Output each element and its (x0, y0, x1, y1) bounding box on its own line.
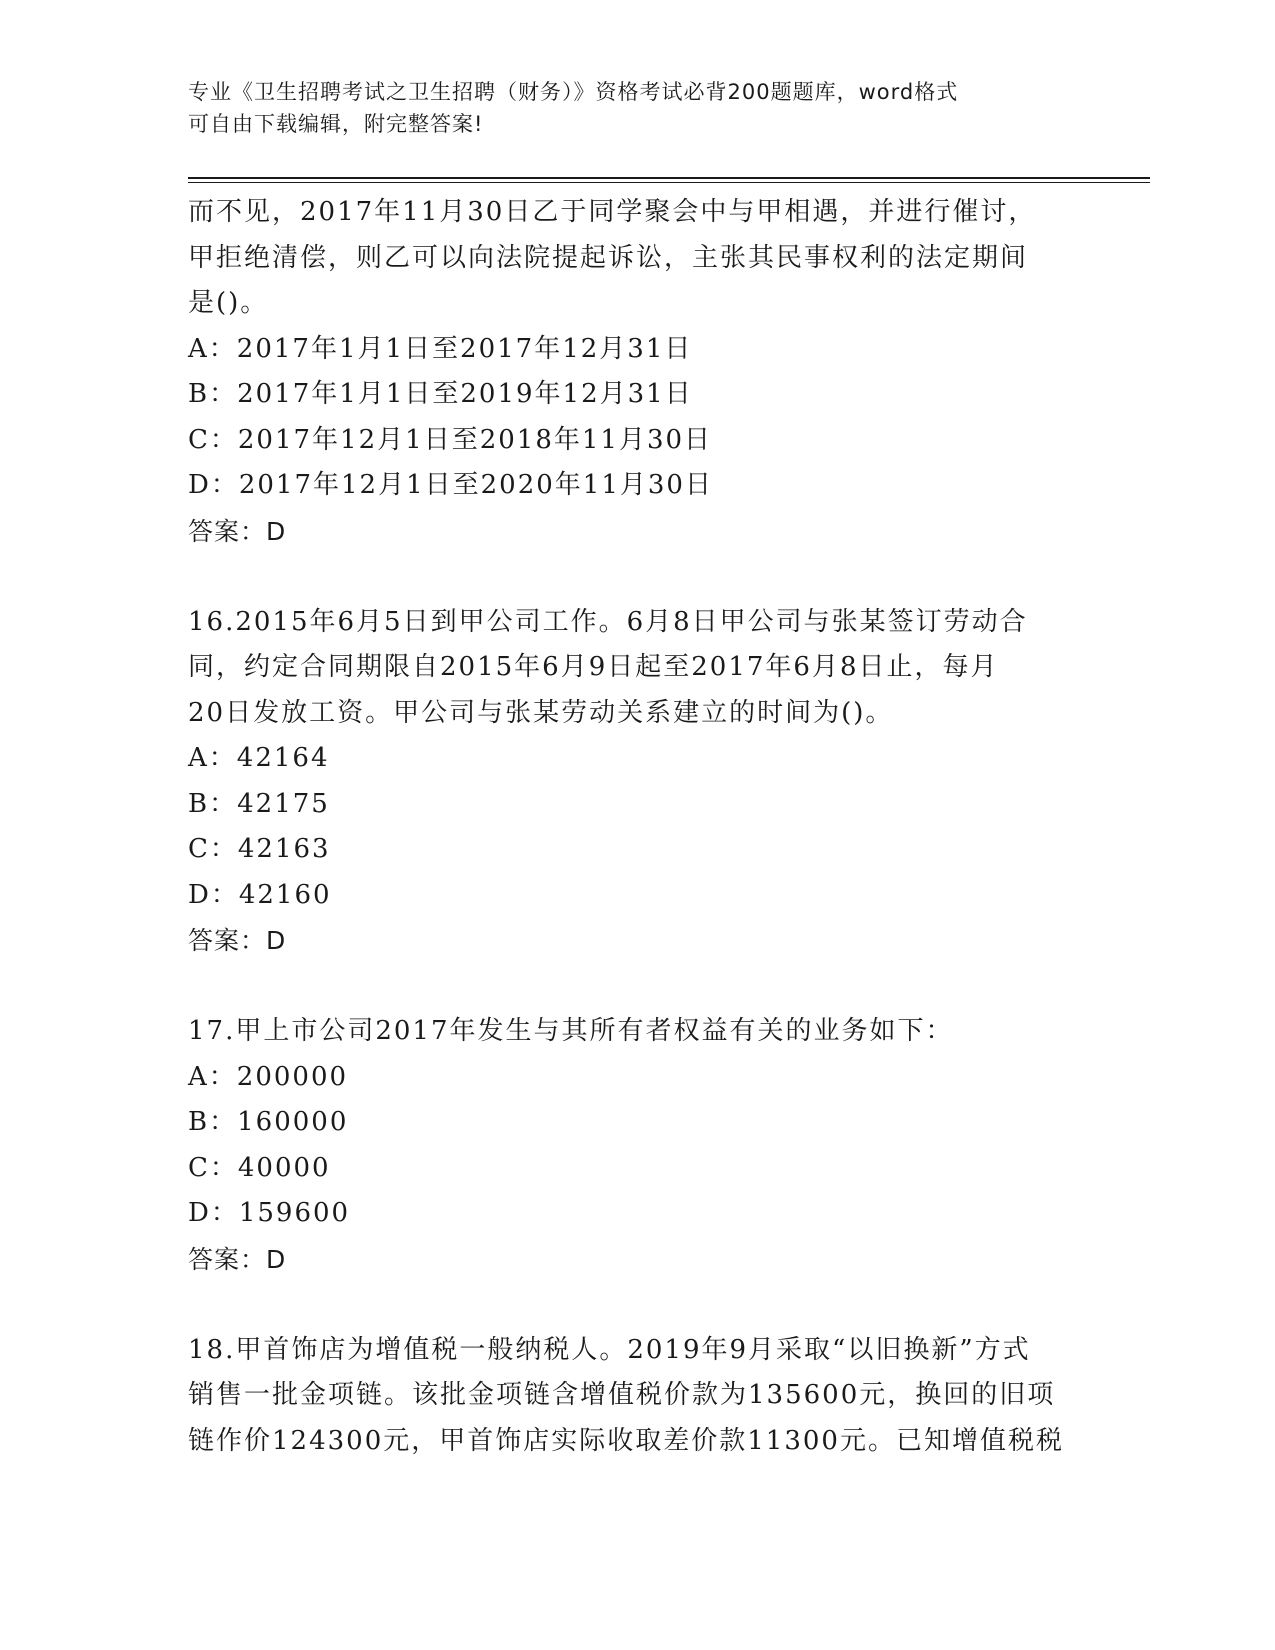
question-text-line: 甲拒绝清偿，则乙可以向法院提起诉讼，主张其民事权利的法定期间 (188, 242, 1029, 273)
question-text-line: 16.2015年6月5日到甲公司工作。6月8日甲公司与张某签订劳动合 (188, 606, 1028, 637)
question-content (188, 190, 1088, 1464)
question-text-line: 是()。 (188, 288, 269, 318)
question-text-line: 20日发放工资。甲公司与张某劳动关系建立的时间为()。 (188, 697, 894, 728)
question-15 (188, 190, 1088, 554)
option-a: A：2017年1月1日至2017年12月31日 (188, 333, 693, 364)
spacer (188, 554, 1088, 600)
header-divider-thin (188, 182, 1150, 183)
header-title-line-2: 可自由下载编辑，附完整答案! (188, 112, 484, 136)
question-text-line: 而不见，2017年11月30日乙于同学聚会中与甲相遇，并进行催讨， (188, 197, 1037, 227)
header-title-line-1: 专业《卫生招聘考试之卫生招聘（财务）》资格考试必背200题题库，word格式 (188, 80, 959, 104)
option-c: C：2017年12月1日至2018年11月30日 (188, 424, 713, 455)
document-header (188, 76, 1068, 140)
answer-label: 答案：D (188, 926, 287, 955)
spacer (188, 1282, 1088, 1328)
option-b: B：160000 (188, 1107, 349, 1137)
option-c: C：40000 (188, 1152, 331, 1183)
question-17 (188, 1009, 1088, 1282)
question-16 (188, 600, 1088, 964)
header-divider-thick (188, 177, 1150, 179)
answer-label: 答案：D (188, 1244, 287, 1274)
question-text-line: 17.甲上市公司2017年发生与其所有者权益有关的业务如下： (188, 1016, 954, 1046)
option-d: D：159600 (188, 1198, 351, 1228)
option-c: C：42163 (188, 834, 331, 864)
question-text-line: 18.甲首饰店为增值税一般纳税人。2019年9月采取“以旧换新”方式 (188, 1334, 1031, 1365)
option-b: B：42175 (188, 788, 330, 819)
option-a: A：200000 (188, 1061, 349, 1092)
option-d: D：42160 (188, 879, 332, 910)
spacer (188, 964, 1088, 1010)
option-d: D：2017年12月1日至2020年11月30日 (188, 470, 713, 500)
question-text-line: 销售一批金项链。该批金项链含增值税价款为135600元，换回的旧项 (188, 1380, 1056, 1410)
question-text-line: 链作价124300元，甲首饰店实际收取差价款11300元。已知增值税税 (188, 1425, 1064, 1456)
option-a: A：42164 (188, 743, 330, 773)
question-text-line: 同，约定合同期限自2015年6月9日起至2017年6月8日止，每月 (188, 652, 999, 682)
answer-label: 答案：D (188, 516, 287, 546)
question-18 (188, 1328, 1088, 1465)
option-b: B：2017年1月1日至2019年12月31日 (188, 379, 693, 409)
